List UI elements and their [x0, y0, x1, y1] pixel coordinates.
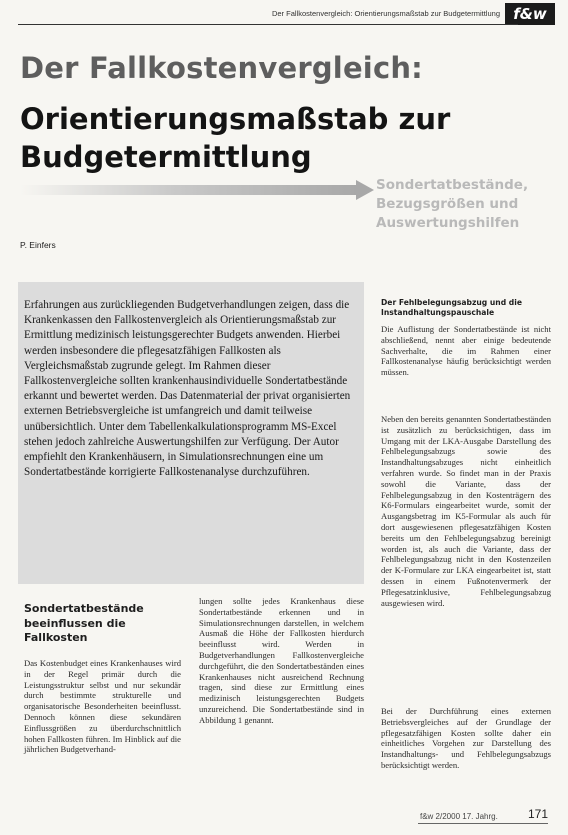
- left-column-heading: Sondertatbestände beeinflussen die Fallkosten: [24, 602, 144, 644]
- arrow-bar: [20, 185, 358, 195]
- footer-journal: f&w 2/2000 17. Jahrg.: [420, 812, 498, 821]
- header-rule: [18, 24, 518, 25]
- middle-column-paragraph: lungen sollte jedes Krankenhaus diese Sondertatbestände erkennen und in Simulationsrechnungen darstellen, in welchem Ausmaß die Höhe der Fallkosten hierdurch beeinflusst wird. Werden in Budgetverhandlungen Fallkostenvergleiche durchgeführt, die den Sondertatbeständen eines Krankenhauses nicht ausreichend Rechnung tragen, sind diese zur Ermittlung eines medizinisch leistungsgerechten Budgets unzureichend. Die Sondertatbestände sind in Abbildung 1 genannt.: [199, 596, 364, 725]
- right-column-paragraph-1: Die Auflistung der Sondertatbestände ist nicht abschließend, nennt aber einige bedeutende Sachverhalte, die im Rahmen einer Fallkostenanalyse häufig berücksichtigt werden müssen.: [381, 324, 551, 378]
- abstract-text: Erfahrungen aus zurückliegenden Budgetverhandlungen zeigen, dass die Krankenkassen den Fallkostenvergleich als Orientierungsmaßstab zur Ermittlung medizinisch leistungsgerechter Budgets anwenden. Hierbei werden insbesondere die pflegesatzfähigen Fallkosten als Vergleichsmaßstab zugrunde gelegt. Im Rahmen dieser Fallkostenvergleiche sollten krankenhausindividuelle Sondertatbestände erkannt und bewertet werden. Das Datenmaterial der privat organisierten externen Betriebsvergleiche ist umfangreich und damit teilweise unübersichtlich. Unter dem Tabellenkalkulationsprogramm MS-Excel stehen jedoch zahlreiche Auswertungshilfen zur Verfügung. Der Autor empfiehlt den Krankenhäusern, in Simulationsrechnungen eine um Sondertatbestände korrigierte Fallkostenanalyse durchzuführen.: [24, 299, 351, 479]
- right-column-paragraph-2: Neben den bereits genannten Sondertatbeständen ist zusätzlich zu berücksichtigen, dass im Umgang mit der LKA-Ausgabe Darstellung des Fehlbelegungsabzugs sowie des Instandhaltungsabzuges nicht einheitlich verfahren wurde. So findet man in der Praxis sowohl die Variante, dass der Fehlbelegungsabzug in den Kostenträgern des K6-Formulars eingearbeitet wurde, somit der Ausgangsbetrag im K5-Formular als auch für dort ausgewiesenen pflegesatzfähigen Kosten bereits um den Fehlbelegungsabzug bereinigt worden ist, als auch die Variante, dass der Fehlbelegungsabzug nicht in den Kostenzeilen der K-Formulare zur LKA eingearbeitet ist, statt dessen in einem Fußnotenvermerk der Pflegesatzinklusive, Fehlbelegungsabzug ausgewiesen wird.: [381, 414, 551, 608]
- article-subtitle: Sondertatbestände, Bezugsgrößen und Auswertungshilfen: [376, 177, 529, 231]
- article-title-line1: Der Fallkostenvergleich:: [20, 51, 423, 85]
- journal-logo: f&w: [505, 3, 555, 25]
- footer-rule: [418, 823, 548, 824]
- article-title-line2: Orientierungsmaßstab zur Budgetermittlung: [20, 102, 451, 174]
- author-name: P. Einfers: [20, 240, 56, 250]
- page-number: 171: [528, 807, 549, 821]
- right-column-paragraph-3: Bei der Durchführung eines externen Betriebsvergleiches auf der Grundlage der pflegesatzfähigen Kosten sollte daher ein einheitliches Vorgehen zur Darstellung des Instandhaltungs- und Fehlbelegungsabzugs berücksichtigt werden.: [381, 706, 551, 770]
- left-column-paragraph: Das Kostenbudget eines Krankenhauses wird in der Regel primär durch die Leistungsstruktur selbst und nur sekundär durch bestimmte strukturelle und organisatorische Besonderheiten beeinflusst. Dennoch können diese sekundären Einflussgrößen zu überdurchschnittlich hohen Fallkosten führen. Im Hinblick auf die jährlichen Budgetverhand-: [24, 658, 181, 755]
- arrow-head-icon: [356, 180, 374, 200]
- right-column-heading: Der Fehlbelegungsabzug und die Instandhaltungspauschale: [381, 298, 522, 317]
- running-header: Der Fallkostenvergleich: Orientierungsmaßstab zur Budgetermittlung: [271, 9, 500, 18]
